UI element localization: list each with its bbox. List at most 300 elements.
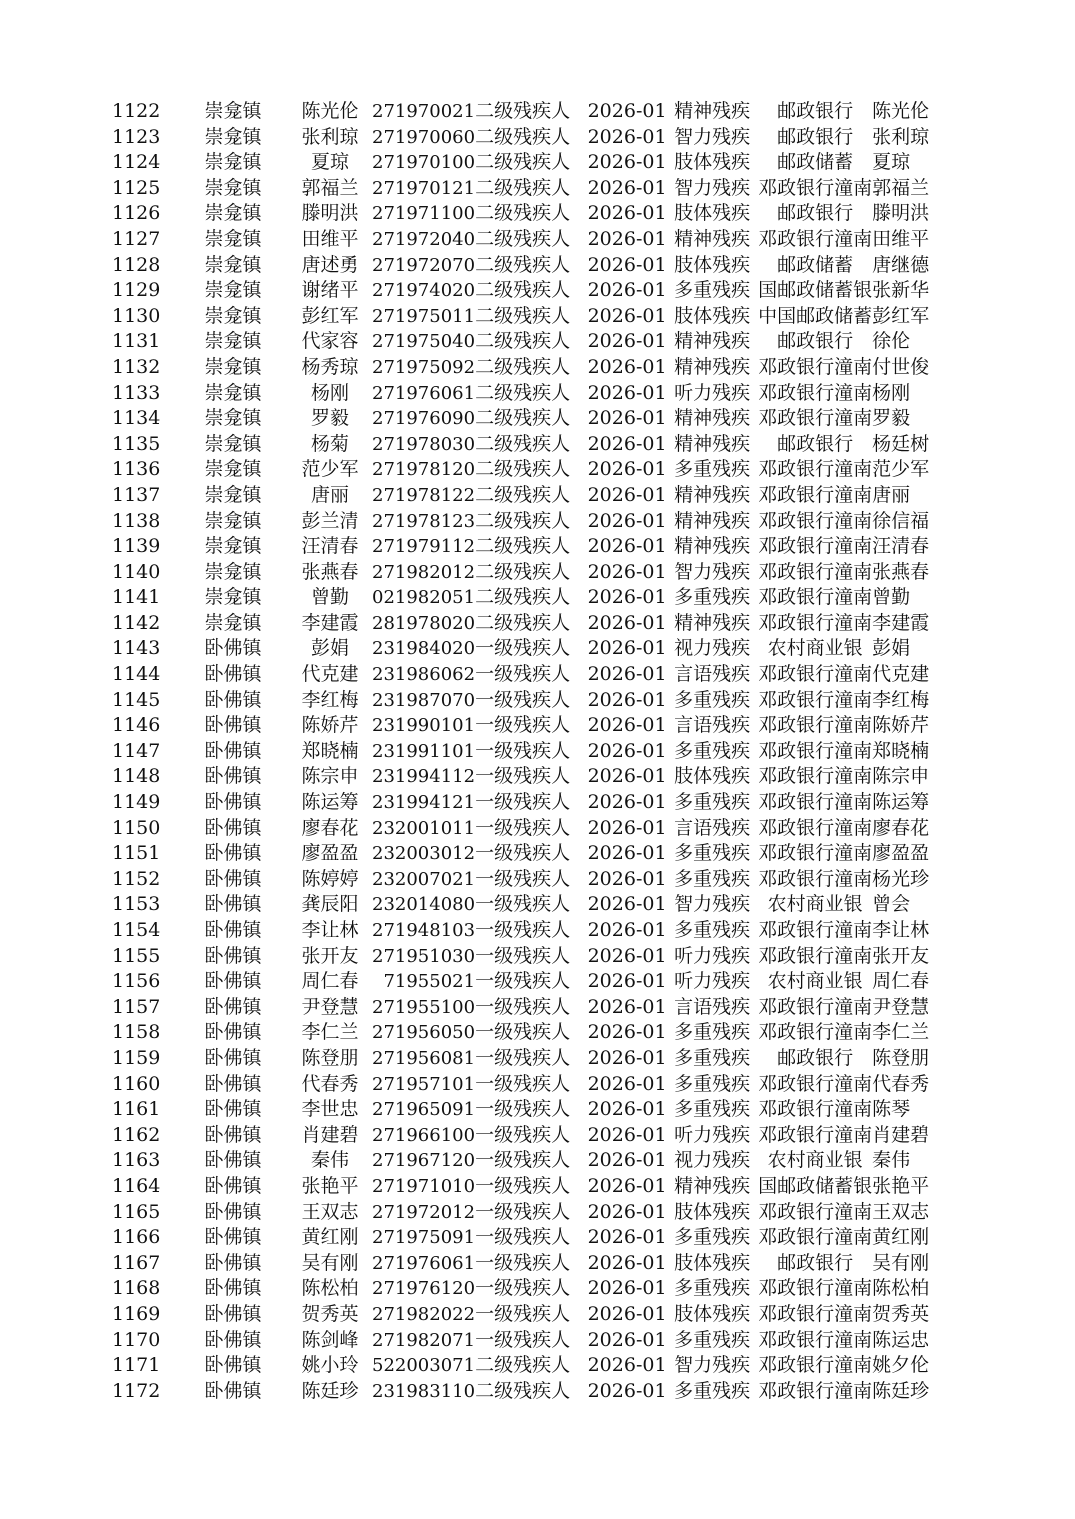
id-number-cell: 271976061 [372, 382, 476, 404]
id-number-cell: 232007021 [372, 868, 476, 890]
row-number-cell: 1169 [112, 1302, 161, 1325]
bank-cell: 邮政银行 [777, 100, 854, 122]
payee-cell: 夏琼 [872, 151, 911, 174]
town-cell: 崇龛镇 [204, 151, 262, 174]
disability-type-cell: 智力残疾 [674, 125, 751, 148]
id-number-cell: 231984020 [372, 638, 476, 660]
town-cell: 卧佛镇 [204, 739, 262, 762]
row-number-cell: 1159 [112, 1046, 161, 1069]
row-number-cell: 1135 [112, 432, 161, 455]
payee-cell: 郭福兰 [872, 176, 930, 199]
disability-level-cell: 一级残疾人 [475, 1174, 571, 1197]
table-row [112, 150, 956, 176]
payee-cell: 贺秀英 [872, 1302, 930, 1325]
payee-cell: 秦伟 [872, 1149, 911, 1172]
period-cell: 2026-01 [587, 1149, 667, 1172]
payee-cell: 李红梅 [872, 688, 930, 711]
bank-cell: 邓政银行潼南 [758, 355, 873, 378]
town-cell: 崇龛镇 [204, 483, 262, 506]
id-number-cell: 231986062 [372, 664, 476, 686]
table-row [112, 125, 956, 151]
name-cell: 夏琼 [310, 151, 349, 174]
row-number-cell: 1129 [112, 279, 161, 302]
name-cell: 陈登朋 [301, 1046, 359, 1069]
name-cell: 周仁春 [301, 970, 359, 993]
id-number-cell: 271967120 [372, 1150, 476, 1172]
name-cell: 范少军 [301, 458, 359, 481]
table-row [112, 892, 956, 918]
town-cell: 卧佛镇 [204, 816, 262, 839]
id-number-cell: 021982051 [372, 587, 476, 609]
bank-cell: 邓政银行潼南 [758, 1226, 873, 1249]
table-row [112, 432, 956, 458]
town-cell: 卧佛镇 [204, 1354, 262, 1377]
row-number-cell: 1146 [112, 714, 161, 737]
town-cell: 卧佛镇 [204, 1021, 262, 1044]
name-cell: 陈娇芹 [301, 714, 359, 737]
id-number-cell: 271970100 [372, 152, 476, 174]
row-number-cell: 1172 [112, 1379, 161, 1402]
id-number-cell: 281978020 [372, 612, 476, 634]
disability-level-cell: 二级残疾人 [475, 100, 571, 122]
row-number-cell: 1153 [112, 893, 161, 916]
disability-level-cell: 一级残疾人 [475, 919, 571, 941]
period-cell: 2026-01 [587, 176, 667, 199]
table-row [112, 995, 956, 1021]
id-number-cell: 271982071 [372, 1329, 476, 1351]
disability-type-cell: 多重残疾 [674, 586, 751, 609]
table-row [112, 1353, 956, 1379]
table-row [112, 1328, 956, 1354]
row-number-cell: 1166 [112, 1226, 161, 1249]
name-cell: 郭福兰 [301, 176, 359, 199]
disability-type-cell: 听力残疾 [674, 1123, 751, 1146]
name-cell: 张开友 [301, 944, 359, 967]
period-cell: 2026-01 [587, 893, 667, 916]
name-cell: 滕明洪 [301, 202, 359, 225]
id-number-cell: 271965091 [372, 1099, 476, 1121]
disability-level-cell: 一级残疾人 [475, 1098, 571, 1121]
bank-cell: 邓政银行潼南 [758, 1200, 873, 1223]
row-number-cell: 1155 [112, 944, 161, 967]
disability-type-cell: 肢体残疾 [674, 202, 751, 225]
town-cell: 卧佛镇 [204, 1072, 262, 1095]
row-number-cell: 1126 [112, 202, 161, 225]
row-number-cell: 1139 [112, 535, 161, 558]
name-cell: 秦伟 [310, 1149, 349, 1172]
disability-level-cell: 一级残疾人 [475, 791, 571, 814]
table-row [112, 739, 956, 765]
bank-cell: 邓政银行潼南 [758, 663, 873, 686]
payee-cell: 王双志 [872, 1200, 930, 1223]
period-cell: 2026-01 [587, 1354, 667, 1377]
disability-level-cell: 二级残疾人 [475, 279, 571, 302]
name-cell: 肖建碧 [301, 1123, 359, 1146]
name-cell: 陈松柏 [301, 1277, 359, 1300]
id-number-cell: 271972040 [372, 228, 476, 250]
bank-cell: 邓政银行潼南 [758, 227, 873, 250]
payee-cell: 彭红军 [872, 304, 930, 327]
id-number-cell: 271957101 [372, 1073, 476, 1095]
town-cell: 卧佛镇 [204, 995, 262, 1018]
name-cell: 陈剑峰 [301, 1328, 359, 1351]
town-cell: 崇龛镇 [204, 432, 262, 455]
payee-cell: 陈运忠 [872, 1328, 930, 1351]
row-number-cell: 1161 [112, 1098, 161, 1121]
table-row [112, 457, 956, 483]
disability-level-cell: 二级残疾人 [475, 509, 571, 532]
bank-cell: 邮政银行 [777, 1046, 854, 1069]
name-cell: 谢绪平 [301, 279, 359, 302]
bank-cell: 农村商业银 [767, 637, 863, 660]
payee-cell: 唐丽 [872, 483, 911, 506]
disability-level-cell: 一级残疾人 [475, 1200, 571, 1223]
payee-cell: 吴有刚 [872, 1251, 930, 1274]
row-number-cell: 1151 [112, 842, 161, 865]
name-cell: 黄红刚 [301, 1226, 359, 1249]
town-cell: 卧佛镇 [204, 1046, 262, 1069]
table-row [112, 1302, 956, 1328]
bank-cell: 邓政银行潼南 [758, 407, 873, 430]
disability-level-cell: 一级残疾人 [475, 893, 571, 916]
table-row [112, 1097, 956, 1123]
payee-cell: 陈宗申 [872, 765, 930, 788]
town-cell: 崇龛镇 [204, 381, 262, 404]
disability-level-cell: 一级残疾人 [475, 995, 571, 1018]
disability-level-cell: 一级残疾人 [475, 688, 571, 711]
disability-type-cell: 肢体残疾 [674, 1302, 751, 1325]
payee-cell: 陈松柏 [872, 1277, 930, 1300]
name-cell: 彭红军 [301, 304, 359, 327]
disability-type-cell: 听力残疾 [674, 944, 751, 967]
bank-cell: 中国邮政储蓄 [758, 304, 873, 327]
id-number-cell: 232014080 [372, 894, 476, 916]
disability-level-cell: 一级残疾人 [475, 1149, 571, 1172]
name-cell: 田维平 [301, 227, 359, 250]
row-number-cell: 1156 [112, 970, 161, 993]
bank-cell: 邓政银行潼南 [758, 688, 873, 711]
disability-type-cell: 多重残疾 [674, 1379, 751, 1402]
period-cell: 2026-01 [587, 227, 667, 250]
period-cell: 2026-01 [587, 407, 667, 430]
period-cell: 2026-01 [587, 279, 667, 302]
disability-type-cell: 多重残疾 [674, 458, 751, 481]
row-number-cell: 1162 [112, 1123, 161, 1146]
payee-cell: 张艳平 [872, 1174, 930, 1197]
disability-type-cell: 听力残疾 [674, 970, 751, 993]
name-cell: 陈廷珍 [301, 1379, 359, 1402]
table-row [112, 176, 956, 202]
town-cell: 崇龛镇 [204, 586, 262, 609]
town-cell: 卧佛镇 [204, 637, 262, 660]
period-cell: 2026-01 [587, 944, 667, 967]
name-cell: 彭娟 [310, 637, 349, 660]
period-cell: 2026-01 [587, 1251, 667, 1274]
name-cell: 尹登慧 [301, 995, 359, 1018]
town-cell: 卧佛镇 [204, 1251, 262, 1274]
disability-type-cell: 听力残疾 [674, 381, 751, 404]
period-cell: 2026-01 [587, 1328, 667, 1351]
name-cell: 杨刚 [310, 381, 349, 404]
payee-cell: 彭娟 [872, 637, 911, 660]
name-cell: 陈光伦 [301, 100, 359, 122]
town-cell: 卧佛镇 [204, 1149, 262, 1172]
town-cell: 崇龛镇 [204, 330, 262, 353]
table-row [112, 1251, 956, 1277]
row-number-cell: 1125 [112, 176, 161, 199]
payee-cell: 周仁春 [872, 970, 930, 993]
row-number-cell: 1133 [112, 381, 161, 404]
disability-type-cell: 多重残疾 [674, 1046, 751, 1069]
name-cell: 代克建 [301, 663, 359, 686]
period-cell: 2026-01 [587, 535, 667, 558]
disability-type-cell: 多重残疾 [674, 1021, 751, 1044]
row-number-cell: 1157 [112, 995, 161, 1018]
id-number-cell: 271982022 [372, 1303, 476, 1325]
name-cell: 陈运筹 [301, 791, 359, 814]
id-number-cell: 271971010 [372, 1175, 476, 1197]
town-cell: 卧佛镇 [204, 1123, 262, 1146]
disability-level-cell: 一级残疾人 [475, 765, 571, 788]
disability-type-cell: 智力残疾 [674, 893, 751, 916]
payee-cell: 徐伦 [872, 330, 911, 353]
payee-cell: 付世俊 [872, 355, 930, 378]
table-row [112, 867, 956, 893]
town-cell: 卧佛镇 [204, 1379, 262, 1402]
disability-type-cell: 精神残疾 [674, 227, 751, 250]
row-number-cell: 1130 [112, 304, 161, 327]
id-number-cell: 271955100 [372, 996, 476, 1018]
disability-level-cell: 一级残疾人 [475, 842, 571, 865]
period-cell: 2026-01 [587, 1226, 667, 1249]
table-row [112, 918, 956, 944]
period-cell: 2026-01 [587, 867, 667, 890]
payee-cell: 曾勤 [872, 586, 911, 609]
period-cell: 2026-01 [587, 432, 667, 455]
bank-cell: 邓政银行潼南 [758, 714, 873, 737]
disability-type-cell: 视力残疾 [674, 637, 751, 660]
period-cell: 2026-01 [587, 509, 667, 532]
disability-type-cell: 多重残疾 [674, 919, 751, 941]
period-cell: 2026-01 [587, 1072, 667, 1095]
row-number-cell: 1147 [112, 739, 161, 762]
disability-level-cell: 二级残疾人 [475, 176, 571, 199]
town-cell: 崇龛镇 [204, 253, 262, 276]
period-cell: 2026-01 [587, 842, 667, 865]
payee-cell: 汪清春 [872, 535, 930, 558]
bank-cell: 邓政银行潼南 [758, 381, 873, 404]
disability-level-cell: 一级残疾人 [475, 663, 571, 686]
row-number-cell: 1168 [112, 1277, 161, 1300]
disability-type-cell: 言语残疾 [674, 995, 751, 1018]
bank-cell: 邓政银行潼南 [758, 586, 873, 609]
disability-type-cell: 肢体残疾 [674, 304, 751, 327]
disability-subsidy-table [112, 99, 956, 1404]
row-number-cell: 1131 [112, 330, 161, 353]
disability-type-cell: 多重残疾 [674, 1098, 751, 1121]
town-cell: 卧佛镇 [204, 688, 262, 711]
town-cell: 崇龛镇 [204, 560, 262, 583]
period-cell: 2026-01 [587, 100, 667, 122]
table-row [112, 1276, 956, 1302]
payee-cell: 杨光珍 [872, 867, 930, 890]
row-number-cell: 1134 [112, 407, 161, 430]
table-row [112, 560, 956, 586]
payee-cell: 陈光伦 [872, 100, 930, 122]
row-number-cell: 1170 [112, 1328, 161, 1351]
name-cell: 张燕春 [301, 560, 359, 583]
id-number-cell: 271970121 [372, 177, 476, 199]
name-cell: 李仁兰 [301, 1021, 359, 1044]
period-cell: 2026-01 [587, 919, 667, 941]
row-number-cell: 1137 [112, 483, 161, 506]
bank-cell: 邓政银行潼南 [758, 739, 873, 762]
table-row [112, 534, 956, 560]
name-cell: 陈婷婷 [301, 867, 359, 890]
payee-cell: 廖盈盈 [872, 842, 930, 865]
disability-level-cell: 二级残疾人 [475, 432, 571, 455]
disability-type-cell: 多重残疾 [674, 1277, 751, 1300]
table-row [112, 1046, 956, 1072]
town-cell: 卧佛镇 [204, 1226, 262, 1249]
payee-cell: 张利琼 [872, 125, 930, 148]
town-cell: 卧佛镇 [204, 663, 262, 686]
bank-cell: 邮政银行 [777, 330, 854, 353]
bank-cell: 邓政银行潼南 [758, 791, 873, 814]
table-row [112, 611, 956, 637]
disability-type-cell: 多重残疾 [674, 867, 751, 890]
disability-level-cell: 一级残疾人 [475, 944, 571, 967]
name-cell: 李建霞 [301, 611, 359, 634]
name-cell: 罗毅 [310, 407, 349, 430]
table-row [112, 764, 956, 790]
disability-type-cell: 肢体残疾 [674, 1251, 751, 1274]
id-number-cell: 271979112 [372, 536, 476, 558]
id-number-cell: 271978120 [372, 459, 476, 481]
id-number-cell: 271982012 [372, 561, 476, 583]
bank-cell: 邓政银行潼南 [758, 1328, 873, 1351]
row-number-cell: 1124 [112, 151, 161, 174]
town-cell: 卧佛镇 [204, 765, 262, 788]
bank-cell: 邮政银行 [777, 125, 854, 148]
payee-cell: 陈廷珍 [872, 1379, 930, 1402]
id-number-cell: 271978030 [372, 433, 476, 455]
disability-type-cell: 多重残疾 [674, 842, 751, 865]
bank-cell: 邓政银行潼南 [758, 1123, 873, 1146]
disability-level-cell: 一级残疾人 [475, 714, 571, 737]
table-body [112, 99, 956, 1404]
table-row [112, 304, 956, 330]
town-cell: 卧佛镇 [204, 944, 262, 967]
id-number-cell: 271966100 [372, 1124, 476, 1146]
disability-level-cell: 一级残疾人 [475, 1072, 571, 1095]
table-row [112, 1123, 956, 1149]
id-number-cell: 271971100 [372, 203, 476, 225]
disability-type-cell: 精神残疾 [674, 535, 751, 558]
disability-level-cell: 二级残疾人 [475, 611, 571, 634]
id-number-cell: 271975091 [372, 1227, 476, 1249]
disability-level-cell: 二级残疾人 [475, 407, 571, 430]
bank-cell: 邮政储蓄 [777, 253, 854, 276]
payee-cell: 徐信福 [872, 509, 930, 532]
disability-level-cell: 二级残疾人 [475, 125, 571, 148]
name-cell: 吴有刚 [301, 1251, 359, 1274]
table-row [112, 969, 956, 995]
disability-type-cell: 精神残疾 [674, 407, 751, 430]
disability-level-cell: 一级残疾人 [475, 1328, 571, 1351]
id-number-cell: 271970021 [372, 101, 476, 122]
disability-type-cell: 精神残疾 [674, 100, 751, 122]
period-cell: 2026-01 [587, 125, 667, 148]
disability-level-cell: 二级残疾人 [475, 458, 571, 481]
period-cell: 2026-01 [587, 688, 667, 711]
disability-level-cell: 二级残疾人 [475, 381, 571, 404]
table-row [112, 585, 956, 611]
bank-cell: 邮政储蓄 [777, 151, 854, 174]
bank-cell: 邓政银行潼南 [758, 944, 873, 967]
disability-type-cell: 视力残疾 [674, 1149, 751, 1172]
disability-level-cell: 二级残疾人 [475, 330, 571, 353]
row-number-cell: 1148 [112, 765, 161, 788]
row-number-cell: 1123 [112, 125, 161, 148]
row-number-cell: 1171 [112, 1354, 161, 1377]
table-row [112, 713, 956, 739]
period-cell: 2026-01 [587, 611, 667, 634]
town-cell: 崇龛镇 [204, 535, 262, 558]
name-cell: 张艳平 [301, 1174, 359, 1197]
id-number-cell: 271978123 [372, 510, 476, 532]
disability-type-cell: 言语残疾 [674, 714, 751, 737]
disability-type-cell: 精神残疾 [674, 509, 751, 532]
name-cell: 李红梅 [301, 688, 359, 711]
table-row [112, 406, 956, 432]
disability-type-cell: 精神残疾 [674, 483, 751, 506]
disability-level-cell: 一级残疾人 [475, 1123, 571, 1146]
row-number-cell: 1152 [112, 867, 161, 890]
name-cell: 李让林 [301, 919, 359, 941]
disability-level-cell: 一级残疾人 [475, 1302, 571, 1325]
table-row [112, 790, 956, 816]
bank-cell: 邓政银行潼南 [758, 842, 873, 865]
name-cell: 杨秀琼 [301, 355, 359, 378]
town-cell: 卧佛镇 [204, 714, 262, 737]
disability-type-cell: 言语残疾 [674, 663, 751, 686]
name-cell: 贺秀英 [301, 1302, 359, 1325]
payee-cell: 黄红刚 [872, 1226, 930, 1249]
payee-cell: 范少军 [872, 458, 930, 481]
payee-cell: 陈琴 [872, 1098, 911, 1121]
period-cell: 2026-01 [587, 995, 667, 1018]
name-cell: 汪清春 [301, 535, 359, 558]
payee-cell: 张开友 [872, 944, 930, 967]
disability-level-cell: 一级残疾人 [475, 1046, 571, 1069]
disability-level-cell: 二级残疾人 [475, 151, 571, 174]
disability-level-cell: 一级残疾人 [475, 1251, 571, 1274]
id-number-cell: 231987070 [372, 689, 476, 711]
bank-cell: 邓政银行潼南 [758, 1072, 873, 1095]
period-cell: 2026-01 [587, 1379, 667, 1402]
period-cell: 2026-01 [587, 1021, 667, 1044]
town-cell: 卧佛镇 [204, 1277, 262, 1300]
name-cell: 杨菊 [310, 432, 349, 455]
table-row [112, 816, 956, 842]
id-number-cell: 271956050 [372, 1022, 476, 1044]
table-row [112, 227, 956, 253]
payee-cell: 罗毅 [872, 407, 911, 430]
disability-level-cell: 二级残疾人 [475, 202, 571, 225]
period-cell: 2026-01 [587, 1200, 667, 1223]
disability-level-cell: 一级残疾人 [475, 637, 571, 660]
